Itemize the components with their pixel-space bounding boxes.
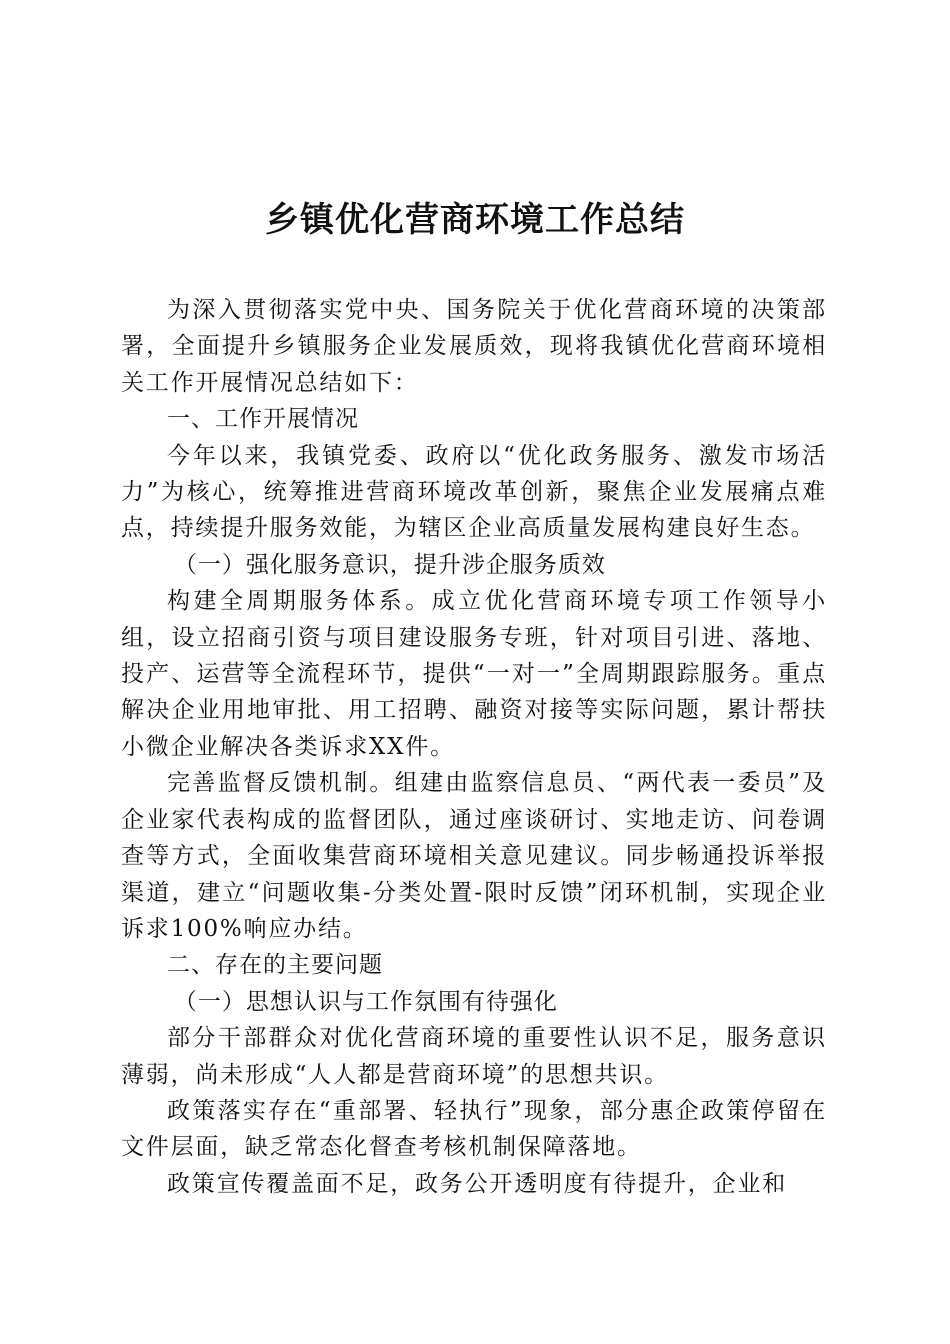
body-paragraph: 政策落实存在“重部署、轻执行”现象，部分惠企政策停留在文件层面，缺乏常态化督查考核机制保障落地。 xyxy=(121,1097,827,1161)
section-heading: 二、存在的主要问题 xyxy=(167,952,383,979)
body-paragraph: 完善监督反馈机制。组建由监察信息员、“两代表一委员”及企业家代表构成的监督团队，通过座谈研讨、实地走访、问卷调查等方式，全面收集营商环境相关意见建议。同步畅通投诉举报渠道，建立“问题收集-分类处置-限时反馈”闭环机制，实现企业诉求100%响应办结。 xyxy=(121,770,827,942)
body-paragraph: 今年以来，我镇党委、政府以“优化政务服务、激发市场活力”为核心，统筹推进营商环境改革创新，聚焦企业发展痛点难点，持续提升服务效能，为辖区企业高质量发展构建良好生态。 xyxy=(121,442,827,542)
section-heading: 一、工作开展情况 xyxy=(167,406,359,433)
intro-paragraph: 为深入贯彻落实党中央、国务院关于优化营商环境的决策部署，全面提升乡镇服务企业发展质效，现将我镇优化营商环境相关工作开展情况总结如下： xyxy=(121,297,827,396)
body-paragraph: 政策宣传覆盖面不足，政务公开透明度有待提升，企业和 xyxy=(167,1170,787,1197)
subsection-heading: （一）思想认识与工作氛围有待强化 xyxy=(173,988,558,1015)
body-paragraph: 部分干部群众对优化营商环境的重要性认识不足，服务意识薄弱，尚未形成“人人都是营商环境”的思想共识。 xyxy=(121,1025,827,1088)
document-title: 乡镇优化营商环境工作总结 xyxy=(265,200,685,240)
body-paragraph: 构建全周期服务体系。成立优化营商环境专项工作领导小组，设立招商引资与项目建设服务专班，针对项目引进、落地、投产、运营等全流程环节，提供“一对一”全周期跟踪服务。重点解决企业用地审批、用工招聘、融资对接等实际问题，累计帮扶小微企业解决各类诉求XX件。 xyxy=(121,588,827,760)
subsection-heading: （一）强化服务意识，提升涉企服务质效 xyxy=(173,551,606,578)
document-body xyxy=(121,292,827,1202)
